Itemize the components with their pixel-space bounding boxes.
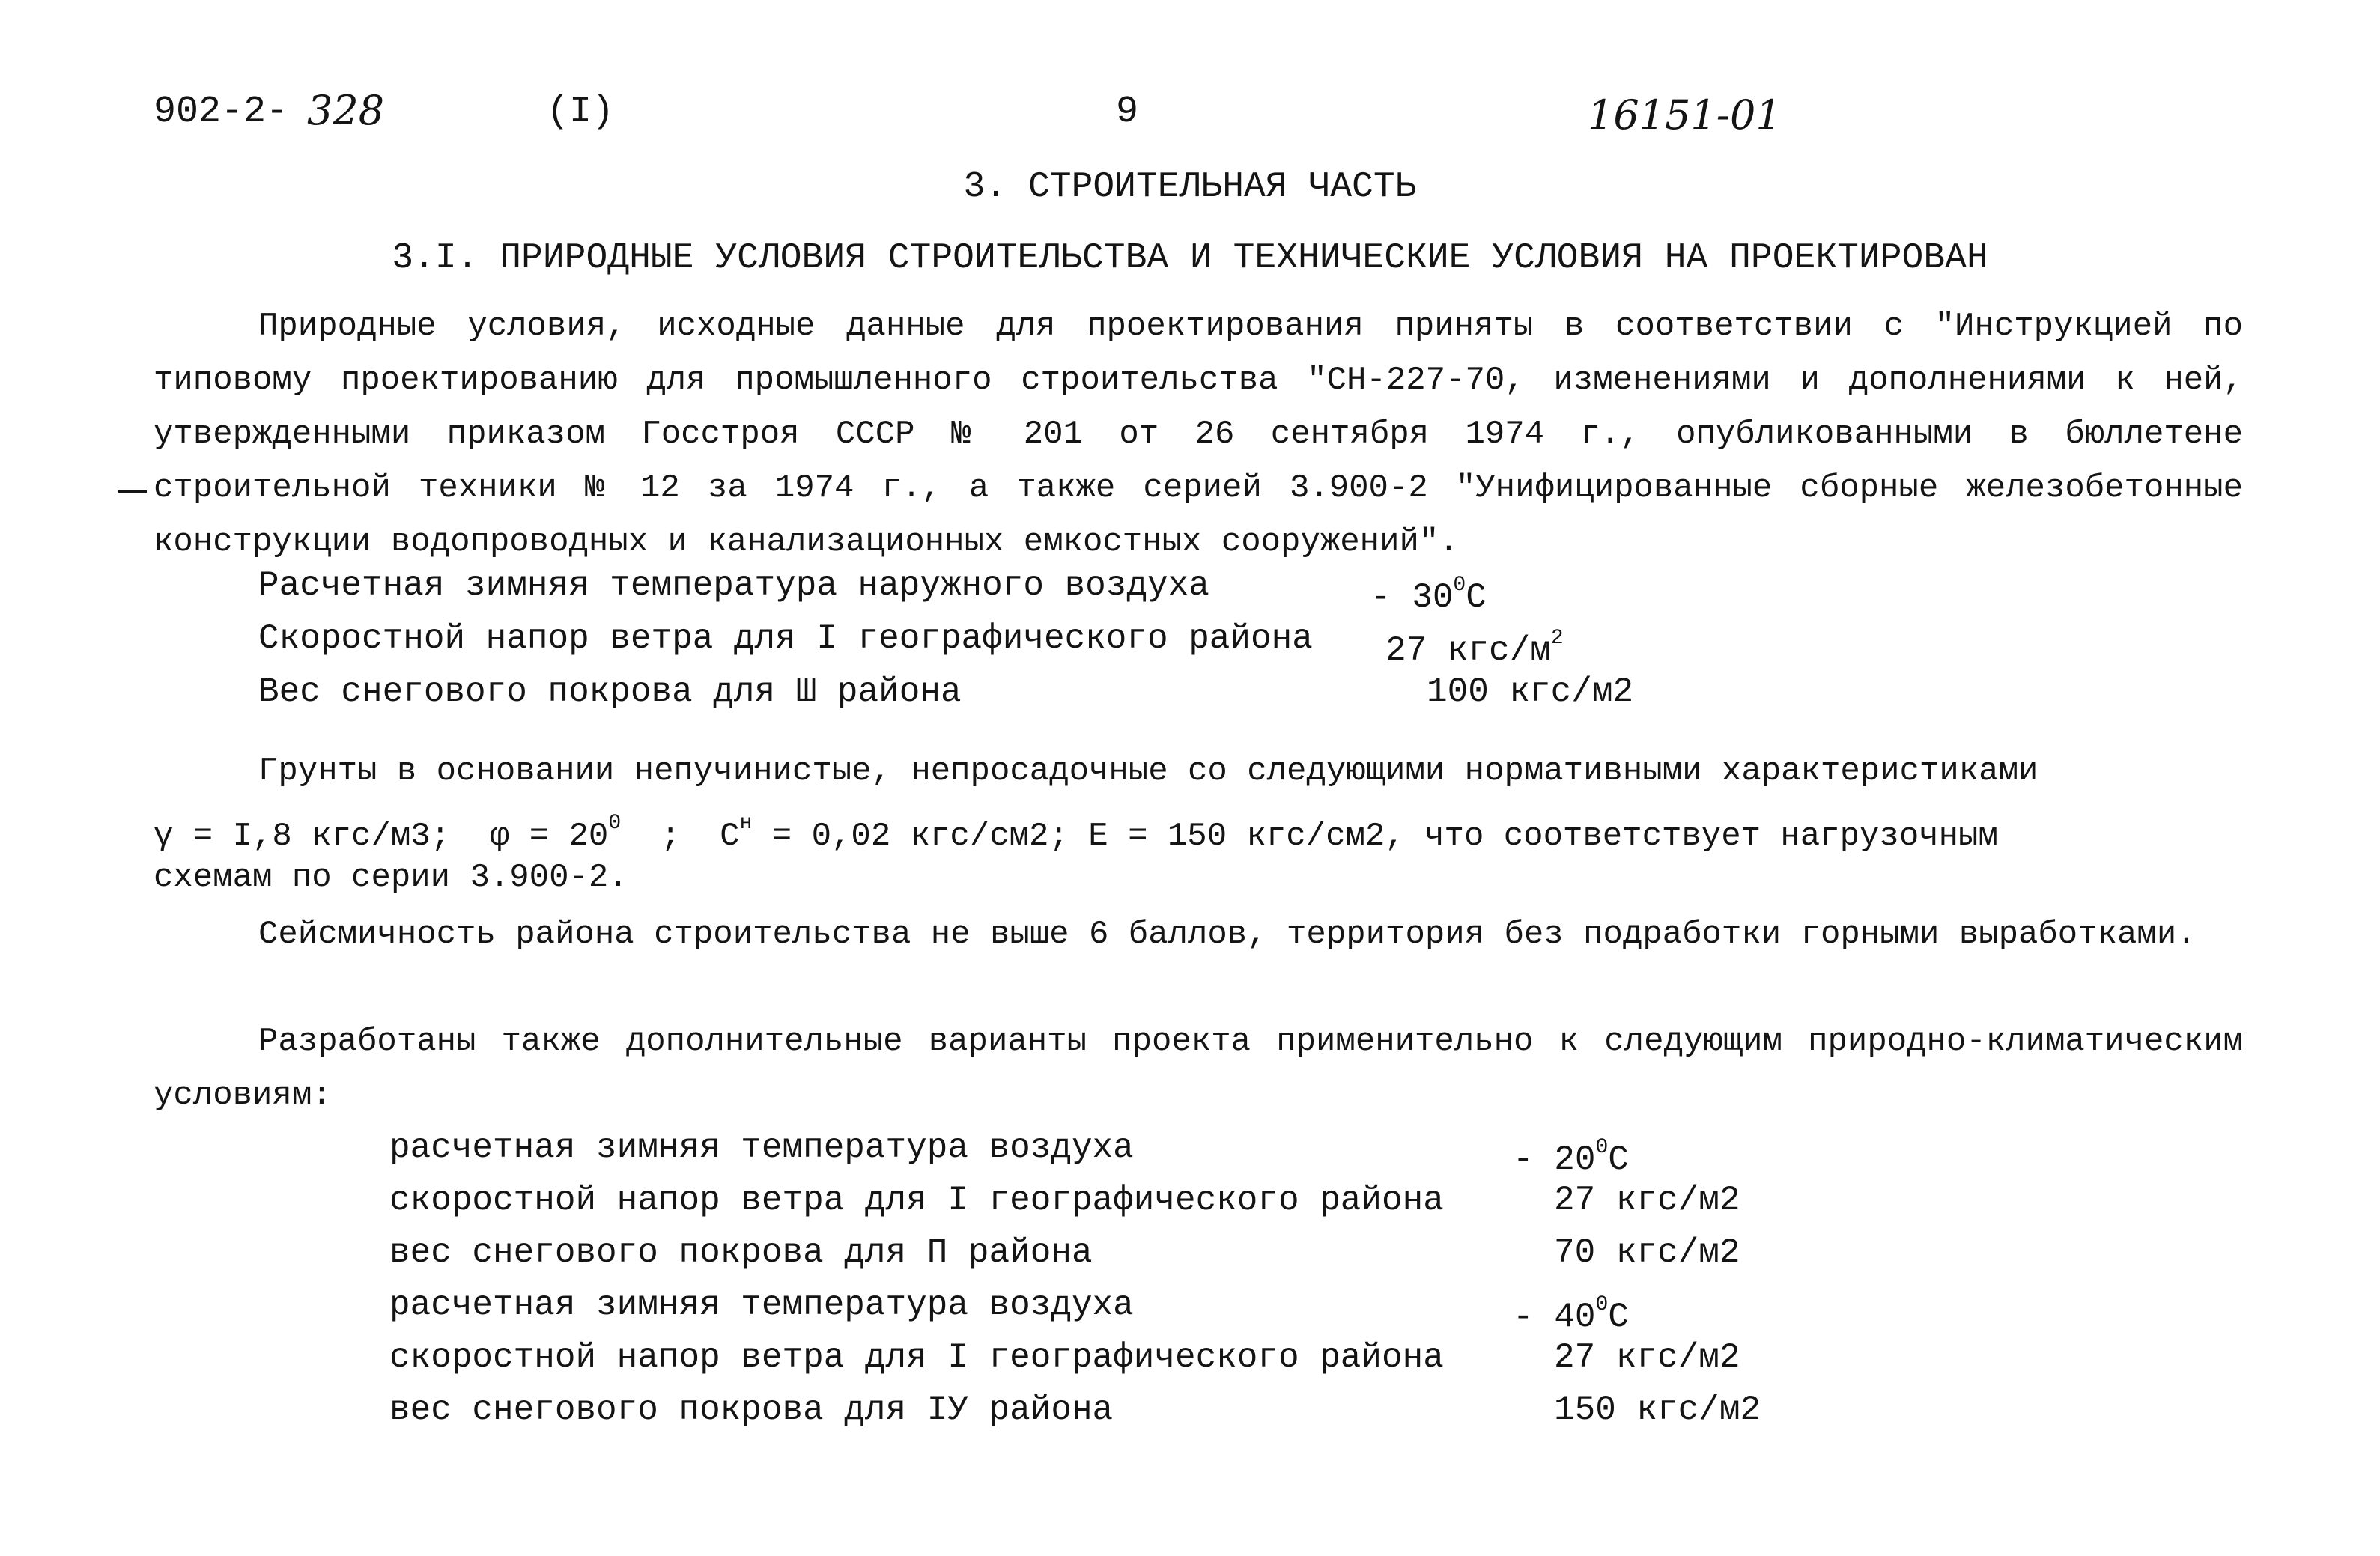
value-dash: - (1513, 1298, 1534, 1337)
soil-gamma: γ = I,8 кгс/м3; (154, 818, 451, 855)
variant-condition-label-1: расчетная зимняя температура воздуха (389, 1128, 1134, 1167)
variant-condition-value-6: 150 кгс/м2 (1554, 1391, 1761, 1429)
value-text: - 30 (1370, 578, 1454, 617)
soil-c-rest: = 0,02 кгс/см2; E = 150 кгс/см2, что соответствует нагрузочным (771, 818, 1998, 855)
base-condition-value-3: 100 кгс/м2 (1427, 672, 1634, 711)
doc-code-prefix: 902-2- (154, 91, 289, 133)
soil-sep: ; (660, 818, 681, 855)
base-condition-value-2 (1385, 616, 1564, 673)
soil-phi: φ = 20 (489, 818, 609, 855)
soil-line-3: схемам по серии 3.900-2. (154, 859, 628, 896)
soil-c-sup: н (739, 812, 753, 835)
base-condition-label-1: Расчетная зимняя температура наружного воздуха (258, 566, 1209, 605)
variant-condition-value-2: 27 кгс/м2 (1554, 1181, 1740, 1220)
value-sup: 0 (1595, 1136, 1609, 1159)
seismic-paragraph (154, 908, 2243, 961)
variant-condition-label-6: вес снегового покрова для IУ района (389, 1391, 1114, 1429)
doc-code-handwritten: 328 (307, 87, 385, 134)
value-sup: 0 (1595, 1293, 1609, 1316)
variant-condition-label-2: скоростной напор ветра для I географического района (389, 1181, 1444, 1220)
value-text: 40 (1554, 1298, 1596, 1337)
base-condition-label-3: Вес снегового покрова для Ш района (258, 672, 962, 711)
value-unit: С (1608, 1298, 1629, 1337)
soil-phi-sup: 0 (608, 812, 622, 835)
soil-line-2 (154, 801, 1998, 859)
base-condition-value-1 (1370, 563, 1487, 620)
margin-mark (118, 490, 147, 493)
value-unit: С (1608, 1140, 1629, 1179)
subsection-title: 3.I. ПРИРОДНЫЕ УСЛОВИЯ СТРОИТЕЛЬСТВА И ТЕХНИЧЕСКИЕ УСЛОВИЯ НА ПРОЕКТИРОВАН (392, 238, 1988, 279)
value-dash: - (1513, 1140, 1534, 1179)
intro-paragraph-text: Природные условия, исходные данные для проектирования приняты в соответствии с "Инструкцией по типовому проектированию для промышленного строительства "СН-227-70, изменениями и дополнениями к ней, утвержденными приказом Госстроя СССР № 201 от 26 сентября 1974 г., опубликованными в бюллетене строительной техники № 12 за 1974 г., а также серией 3.900-2 "Унифицированные сборные железобетонные конструкции водопроводных и канализационных емкостных сооружений". (154, 308, 2243, 561)
variant-condition-value-4 (1513, 1283, 1629, 1340)
variant-condition-value-3: 70 кгс/м2 (1554, 1233, 1740, 1272)
variant-condition-label-3: вес снегового покрова для П района (389, 1233, 1093, 1272)
variant-condition-value-5: 27 кгс/м2 (1554, 1338, 1740, 1377)
variant-condition-value-1 (1513, 1125, 1629, 1182)
variant-condition-label-5: скоростной напор ветра для I географического района (389, 1338, 1444, 1377)
base-condition-label-2: Скоростной напор ветра для I географического района (258, 619, 1313, 658)
value-unit: С (1466, 578, 1487, 617)
value-sup: 0 (1453, 574, 1466, 597)
intro-paragraph (154, 300, 2243, 569)
archive-number-handwritten: 16151-01 (1588, 91, 1782, 139)
section-title: 3. СТРОИТЕЛЬНАЯ ЧАСТЬ (963, 167, 1417, 207)
variants-paragraph-text: Разработаны также дополнительные варианты проекта применительно к следующим природно-климатическим условиям: (154, 1023, 2243, 1114)
variants-paragraph (154, 1015, 2243, 1122)
value-sup: 2 (1550, 627, 1564, 650)
soil-line-1: Грунты в основании непучинистые, непросадочные со следующими нормативными характеристиками (258, 753, 2039, 790)
page-number: 9 (1116, 91, 1139, 133)
soil-c: C (720, 818, 740, 855)
volume-number: (I) (547, 91, 615, 133)
value-text: 20 (1554, 1140, 1596, 1179)
value-text: 27 кгс/м (1385, 631, 1551, 670)
seismic-paragraph-text: Сейсмичность района строительства не выше 6 баллов, территория без подработки горными выработками. (258, 916, 2197, 953)
doc-code (154, 90, 288, 135)
variant-condition-label-4: расчетная зимняя температура воздуха (389, 1286, 1134, 1325)
